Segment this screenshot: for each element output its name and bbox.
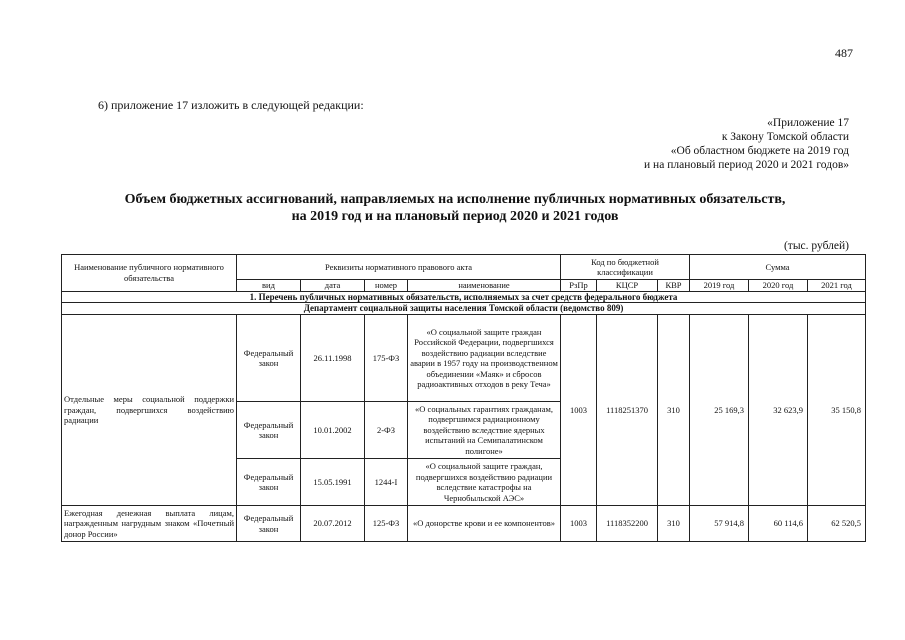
row2-nomer: 125-ФЗ: [365, 506, 408, 542]
units-label: (тыс. рублей): [783, 240, 849, 252]
annex-line-3: «Об областном бюджете на 2019 год: [670, 145, 849, 157]
department-heading: Департамент социальной защиты населения Томской области (ведомство 809): [62, 303, 866, 315]
obligations-table: [61, 254, 866, 542]
row2-2021: 62 520,5: [808, 506, 866, 542]
row1-rzpr: 1003: [561, 315, 597, 506]
act2-vid: Федеральный закон: [237, 402, 301, 459]
header-name: Наименование публичного нормативного обязательства: [62, 255, 237, 292]
table-row: [62, 315, 866, 402]
header-requisites: Реквизиты нормативного правового акта: [237, 255, 561, 280]
annex-header: [644, 116, 849, 172]
header-data: дата: [301, 280, 365, 292]
annex-line-1: «Приложение 17: [767, 117, 849, 129]
document-title: [60, 191, 850, 225]
act2-data: 10.01.2002: [301, 402, 365, 459]
act1-data: 26.11.1998: [301, 315, 365, 402]
row2-rzpr: 1003: [561, 506, 597, 542]
act1-nomer: 175-ФЗ: [365, 315, 408, 402]
act1-naim: «О социальной защите граждан Российской Федерации, подвергшихся воздействию радиации вследствие аварии в 1957 году на производственном объединении «Маяк» и сбросов радиоактивных отходов в реку Теча»: [408, 315, 561, 402]
row1-kcsr: 1118251370: [597, 315, 658, 506]
intro-text: 6) приложение 17 изложить в следующей редакции:: [98, 98, 364, 112]
row2-2020: 60 114,6: [749, 506, 808, 542]
act2-naim: «О социальных гарантиях гражданам, подвергшимся радиационному воздействию вследствие ядерных испытаний на Семипалатинском полигоне»: [408, 402, 561, 459]
header-sum: Сумма: [690, 255, 866, 280]
section-1-heading: 1. Перечень публичных нормативных обязательств, исполняемых за счет средств федерального бюджета: [62, 291, 866, 303]
annex-line-2: к Закону Томской области: [721, 131, 849, 143]
act2-nomer: 2-ФЗ: [365, 402, 408, 459]
table-row: [62, 506, 866, 542]
header-2020: 2020 год: [749, 280, 808, 292]
page-number: 487: [835, 46, 853, 60]
row1-kvr: 310: [658, 315, 690, 506]
row2-kcsr: 1118352200: [597, 506, 658, 542]
title-line-2: на 2019 год и на плановый период 2020 и 2021 годов: [291, 209, 619, 224]
header-kcsr: КЦСР: [597, 280, 658, 292]
row2-name: Ежегодная денежная выплата лицам, награжденным нагрудным знаком «Почетный донор России»: [62, 506, 237, 542]
act1-vid: Федеральный закон: [237, 315, 301, 402]
header-kvr: КВР: [658, 280, 690, 292]
row2-naim: «О донорстве крови и ее компонентов»: [408, 506, 561, 542]
header-naim: наименование: [408, 280, 561, 292]
header-nomer: номер: [365, 280, 408, 292]
header-2021: 2021 год: [808, 280, 866, 292]
row1-2021: 35 150,8: [808, 315, 866, 506]
row2-kvr: 310: [658, 506, 690, 542]
header-rzpr: РзПр: [561, 280, 597, 292]
act3-nomer: 1244-I: [365, 459, 408, 506]
header-vid: вид: [237, 280, 301, 292]
header-2019: 2019 год: [690, 280, 749, 292]
act3-vid: Федеральный закон: [237, 459, 301, 506]
act3-naim: «О социальной защите граждан, подвергшихся воздействию радиации вследствие катастрофы на Чернобыльской АЭС»: [408, 459, 561, 506]
header-code: Код по бюджетной классификации: [561, 255, 690, 280]
row1-2020: 32 623,9: [749, 315, 808, 506]
act3-data: 15.05.1991: [301, 459, 365, 506]
row1-name: Отдельные меры социальной поддержки граждан, подвергшихся воздействию радиации: [62, 315, 237, 506]
title-line-1: Объем бюджетных ассигнований, направляемых на исполнение публичных нормативных обязательств,: [124, 192, 786, 207]
row2-2019: 57 914,8: [690, 506, 749, 542]
row2-data: 20.07.2012: [301, 506, 365, 542]
row2-vid: Федеральный закон: [237, 506, 301, 542]
annex-line-4: и на плановый период 2020 и 2021 годов»: [644, 159, 849, 171]
row1-2019: 25 169,3: [690, 315, 749, 506]
